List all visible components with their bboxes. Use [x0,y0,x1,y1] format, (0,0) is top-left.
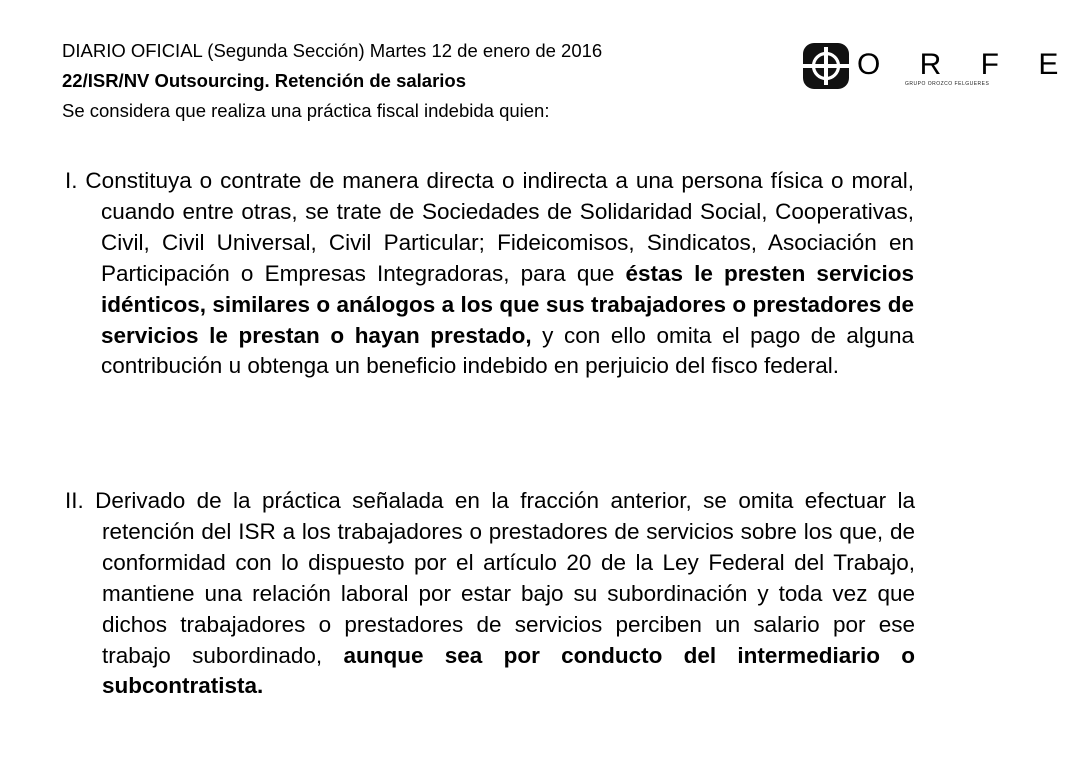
fraction-one-paragraph [65,166,914,382]
intro-line: Se considera que realiza una práctica fiscal indebida quien: [62,100,550,121]
publication-line: DIARIO OFICIAL (Segunda Sección) Martes 12 de enero de 2016 [62,40,603,61]
logo-subtitle: GRUPO OROZCO FELGUERES [905,81,990,87]
fraction-two-paragraph [65,486,915,702]
fraction-one-text-start: I. Constituya o contrate de manera directa o indirecta a una persona física o moral, cuando entre otras, se trate de Sociedades de Solidaridad Social, Cooperativas, Civil, Civil Universal, Civil Particular; Fideicomisos, Sindicatos, Asociación en Participación o Empresas Integradoras, para que [65,168,914,286]
fraction-one-text-end: y con ello omita el pago de alguna contribución u obtenga un beneficio indebido en perjuicio del fisco federal. [101,322,914,379]
fraction-two-text-start: II. Derivado de la práctica señalada en la fracción anterior, se omita efectuar la retención del ISR a los trabajadores o prestadores de servicios sobre los que, de conformidad con lo dispuesto por el artículo 20 de la Ley Federal del Trabajo, mantiene una relación laboral por estar bajo su subordinación y toda vez que dichos trabajadores o prestadores de servicios perciben un salario por ese trabajo subordinado, [65,488,915,668]
document-header [62,36,762,126]
fraction-two-bold-text: aunque sea por conducto del intermediario o subcontratista. [102,642,915,699]
logo-wordmark: O R F E [857,48,1074,81]
criterion-title: 22/ISR/NV Outsourcing. Retención de salarios [62,70,467,91]
fraction-one-bold-text: éstas le presten servicios idénticos, similares o análogos a los que sus trabajadores o prestadores de servicios le prestan o hayan prestado, [101,260,914,348]
orfe-emblem-icon [803,43,849,89]
orfe-logo [803,43,1074,93]
